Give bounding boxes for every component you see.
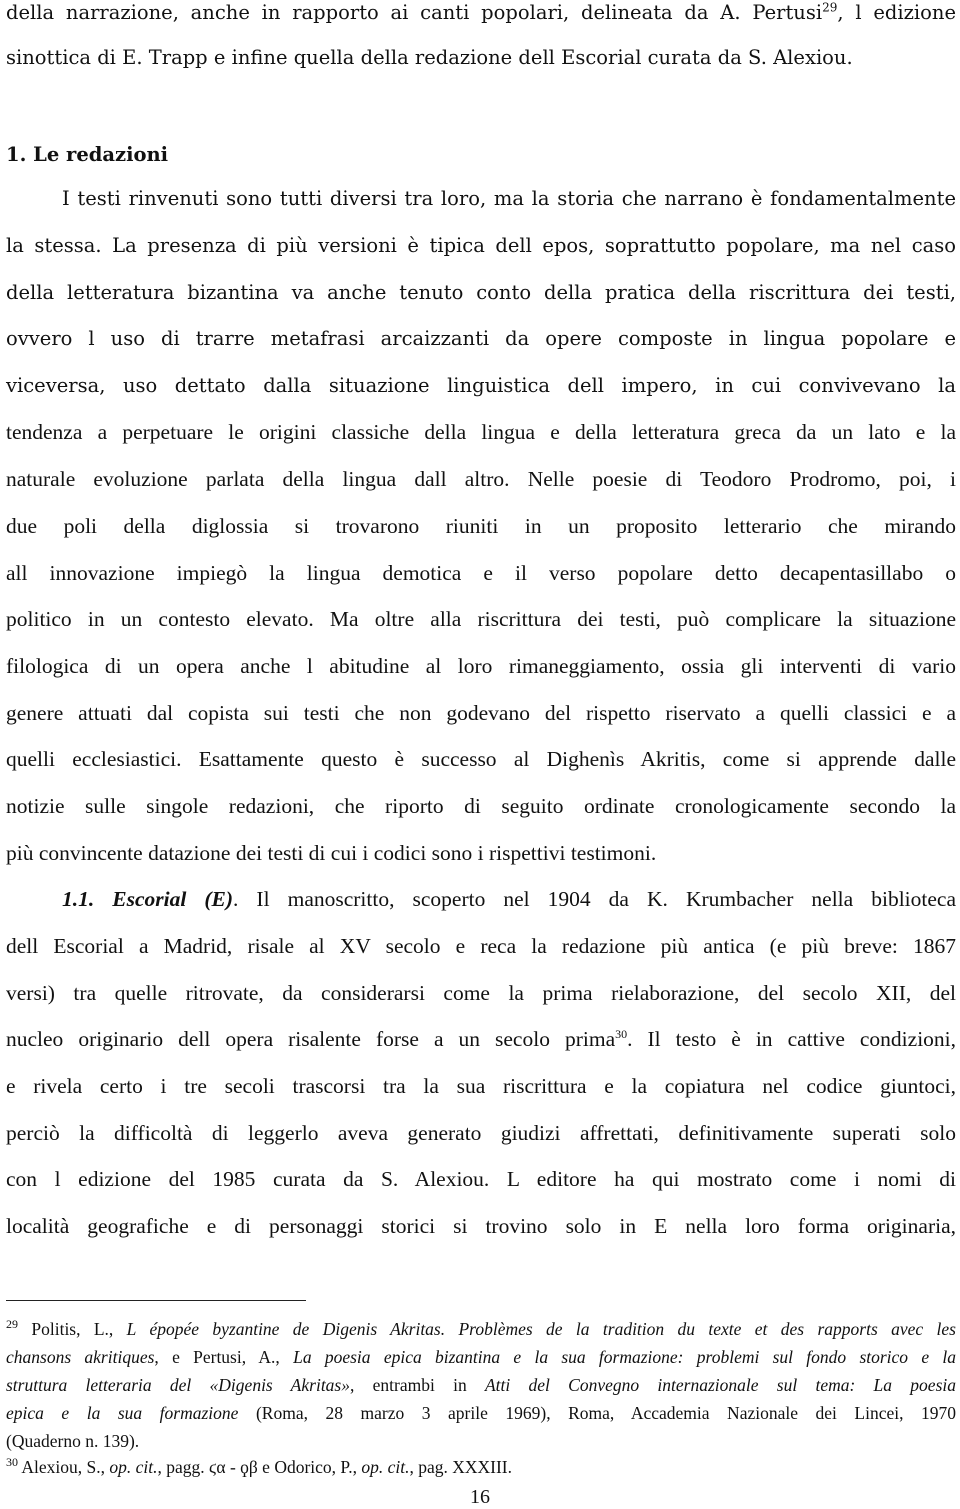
page-number: 16: [470, 1486, 490, 1508]
text-span: op. cit.: [361, 1457, 410, 1477]
text-span: L editore ha qui mostrato come i nomi di: [506, 1167, 956, 1191]
footnote-29-line: [6, 1346, 956, 1368]
text-line: [6, 233, 956, 259]
text-line: [6, 1026, 956, 1052]
text-span: chansons akritiques: [6, 1347, 155, 1367]
text-span: , pag. XXXIII.: [409, 1457, 512, 1477]
text-line: più convincente datazione dei testi di cui i codici sono i rispettivi testimoni.: [6, 841, 657, 865]
text-span: La presenza di più versioni è tipica dell epos, soprattutto popolare, ma nel caso: [112, 234, 956, 257]
text-span: struttura letteraria del «Digenis Akritas»: [6, 1375, 350, 1395]
text-line: genere attuati dal copista sui testi che non godevano del rispetto riservato a quelli classici e a: [6, 701, 956, 725]
text-line: tendenza a perpetuare le origini classiche della lingua e della letteratura greca da un lato e la: [6, 420, 956, 444]
text-line: due poli della diglossia si trovarono riuniti in un proposito letterario che mirando: [6, 514, 956, 538]
text-line: viceversa, uso dettato dalla situazione linguistica dell impero, in cui convivevano la: [6, 374, 956, 397]
text-line: [62, 886, 956, 912]
footnote-number: 30: [6, 1455, 18, 1470]
text-span: La poesia epica bizantina e la sua formazione: problemi sul fondo storico e la: [293, 1347, 956, 1367]
text-span: , e Pertusi, A.,: [154, 1347, 294, 1367]
footnote-ref-30[interactable]: 30: [615, 1026, 628, 1041]
text-span: politico in un contesto elevato.: [6, 607, 314, 631]
text-span: la stessa.: [6, 234, 102, 257]
text-line: filologica di un opera anche l abitudine al loro rimaneggiamento, ossia gli interventi di vario: [6, 654, 956, 678]
subsection-heading: 1.1. Escorial (E): [62, 887, 234, 911]
text-span: . Il testo è in cattive condizioni,: [627, 1027, 957, 1051]
text-span: , pagg. ϛα - ϙβ e Odorico, P.,: [157, 1457, 362, 1477]
footnote-29-line: (Quaderno n. 139).: [6, 1431, 140, 1451]
text-span: Atti del Convegno internazionale sul tema: La poesia: [484, 1375, 956, 1395]
text-line: notizie sulle singole redazioni, che riporto di seguito ordinate cronologicamente secondo la: [6, 794, 956, 818]
text-span: , l edizione: [837, 1, 956, 24]
text-line: [6, 466, 956, 492]
text-line: dell Escorial a Madrid, risale al XV secolo e reca la redazione più antica (e più breve: 1867: [6, 934, 956, 958]
text-span: Ma oltre alla riscrittura dei testi, può complicare la situazione: [329, 607, 956, 631]
text-span: della narrazione, anche in rapporto ai canti popolari, delineata da A. Pertusi: [6, 1, 823, 24]
footnote-ref-29[interactable]: 29: [822, 0, 838, 15]
footnote-29-line: [6, 1374, 956, 1396]
footnote-29-line: [6, 1402, 956, 1424]
footnote-number: 29: [6, 1317, 18, 1332]
text-span: Nelle poesie di Teodoro Prodromo, poi, i: [527, 467, 956, 491]
text-span: Politis, L.,: [31, 1319, 127, 1339]
footnote-30-line: [6, 1456, 956, 1478]
text-line: I testi rinvenuti sono tutti diversi tra loro, ma la storia che narrano è fondamentalmente: [62, 187, 956, 210]
footnote-29-line: [6, 1318, 956, 1340]
text-line: ovvero l uso di trarre metafrasi arcaizzanti da opere composte in lingua popolare e: [6, 327, 956, 350]
text-span: Krumbacher nella biblioteca: [685, 887, 956, 911]
text-span: op. cit.: [109, 1457, 158, 1477]
text-line: sinottica di E. Trapp e infine quella della redazione dell Escorial curata da S. Alexiou.: [6, 46, 853, 69]
text-line: [6, 746, 956, 772]
footnote-separator: [6, 1300, 306, 1301]
text-span: nucleo originario dell opera risalente forse a un secolo prima: [6, 1027, 616, 1051]
text-span: naturale evoluzione parlata della lingua dall altro.: [6, 467, 510, 491]
text-line: e rivela certo i tre secoli trascorsi tra la sua riscrittura e la copiatura nel codice giuntoci,: [6, 1074, 956, 1098]
text-line: località geografiche e di personaggi storici si trovino solo in E nella loro forma originaria,: [6, 1214, 956, 1238]
text-line: [6, 1166, 956, 1192]
text-span: (Roma, 28 marzo 3 aprile 1969), Roma, Accademia Nazionale dei Lincei, 1970: [238, 1403, 957, 1423]
text-line: versi) tra quelle ritrovate, da considerarsi come la prima rielaborazione, del secolo XII, del: [6, 981, 956, 1005]
section-heading: 1. Le redazioni: [6, 143, 169, 166]
text-span: epica e la sua formazione: [6, 1403, 239, 1423]
text-span: con l edizione del 1985 curata da S. Alexiou.: [6, 1167, 490, 1191]
text-span: Alexiou, S.,: [18, 1457, 110, 1477]
text-line: all innovazione impiegò la lingua demotica e il verso popolare detto decapentasillabo o: [6, 561, 956, 585]
text-span: . Il manoscritto, scoperto nel 1904 da K.: [233, 887, 668, 911]
text-line: della letteratura bizantina va anche tenuto conto della pratica della riscrittura dei testi,: [6, 281, 956, 304]
text-span: quelli ecclesiastici.: [6, 747, 182, 771]
text-line: [6, 0, 956, 26]
text-span: L épopée byzantine de Digenis Akritas. Problèmes de la tradition du texte et des rapports avec les: [126, 1319, 956, 1339]
text-span: Esattamente questo è successo al Dighenìs Akritis, come si apprende dalle: [198, 747, 957, 771]
text-span: , entrambi in: [350, 1375, 485, 1395]
text-line: [6, 606, 956, 632]
text-line: perciò la difficoltà di leggerlo aveva generato giudizi affrettati, definitivamente superati solo: [6, 1121, 956, 1145]
